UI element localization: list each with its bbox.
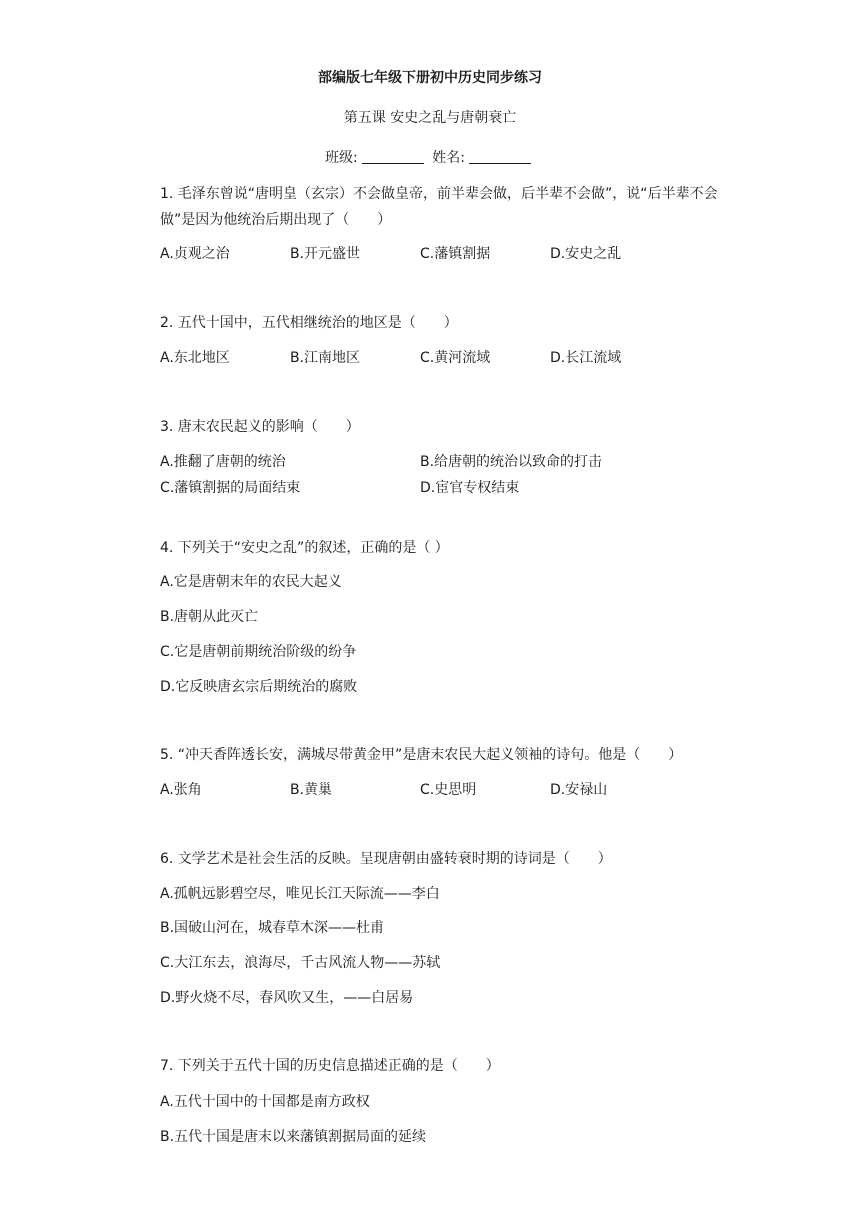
q1-option-d: D.安史之乱 (550, 246, 622, 262)
q1-option-c: C.藩镇割据 (420, 246, 491, 262)
question-3-stem: 3. 唐末农民起义的影响（ ） (160, 419, 360, 435)
q7-option-b: B.五代十国是唐末以来藩镇割据局面的延续 (160, 1129, 427, 1145)
class-blank[interactable] (362, 149, 424, 164)
lesson-subtitle: 第五课 安史之乱与唐朝衰亡 (343, 110, 517, 126)
q6-option-a: A.孤帆远影碧空尽，唯见长江天际流——李白 (160, 886, 440, 902)
question-6-stem: 6. 文学艺术是社会生活的反映。呈现唐朝由盛转衰时期的诗词是（ ） (160, 851, 612, 867)
q4-option-d: D.它反映唐玄宗后期统治的腐败 (160, 679, 358, 695)
q6-option-b: B.国破山河在，城春草木深——杜甫 (160, 920, 385, 936)
q5-option-a: A.张角 (160, 782, 202, 798)
question-1-stem: 1. 毛泽东曾说“唐明皇（玄宗）不会做皇帝，前半辈会做，后半辈不会做”，说“后半辈不会做”是因为他统治后期出现了（ ） (160, 186, 718, 228)
q2-option-d: D.长江流域 (550, 350, 622, 366)
q6-option-c: C.大江东去，浪海尽，千古风流人物——苏轼 (160, 955, 441, 971)
name-label: 姓名: (432, 150, 465, 166)
q4-option-c: C.它是唐朝前期统治阶级的纷争 (160, 644, 357, 660)
student-info-line (0, 148, 860, 168)
q6-option-d: D.野火烧不尽，春风吹又生，——白居易 (160, 990, 414, 1006)
q1-option-b: B.开元盛世 (290, 246, 361, 262)
page-title: 部编版七年级下册初中历史同步练习 (318, 70, 542, 86)
q2-option-a: A.东北地区 (160, 350, 230, 366)
name-blank[interactable] (469, 149, 531, 164)
q4-option-b: B.唐朝从此灭亡 (160, 609, 259, 625)
question-5-stem: 5. “冲天香阵透长安，满城尽带黄金甲”是唐末农民大起义领袖的诗句。他是（ ） (160, 747, 683, 763)
q5-option-b: B.黄巢 (290, 782, 333, 798)
q2-option-b: B.江南地区 (290, 350, 361, 366)
question-2-stem: 2. 五代十国中，五代相继统治的地区是（ ） (160, 315, 458, 331)
q5-option-d: D.安禄山 (550, 782, 608, 798)
q3-option-a: A.推翻了唐朝的统治 (160, 454, 286, 470)
q3-option-b: B.给唐朝的统治以致命的打击 (420, 454, 603, 470)
q3-option-c: C.藩镇割据的局面结束 (160, 480, 301, 496)
question-7-stem: 7. 下列关于五代十国的历史信息描述正确的是（ ） (160, 1058, 500, 1074)
q4-option-a: A.它是唐朝末年的农民大起义 (160, 574, 342, 590)
q2-option-c: C.黄河流域 (420, 350, 491, 366)
q3-option-d: D.宦官专权结束 (420, 480, 520, 496)
q7-option-a: A.五代十国中的十国都是南方政权 (160, 1094, 370, 1110)
question-4-stem: 4. 下列关于“安史之乱”的叙述，正确的是（ ） (160, 540, 449, 556)
q1-option-a: A.贞观之治 (160, 246, 230, 262)
class-label: 班级: (325, 150, 358, 166)
q5-option-c: C.史思明 (420, 782, 477, 798)
